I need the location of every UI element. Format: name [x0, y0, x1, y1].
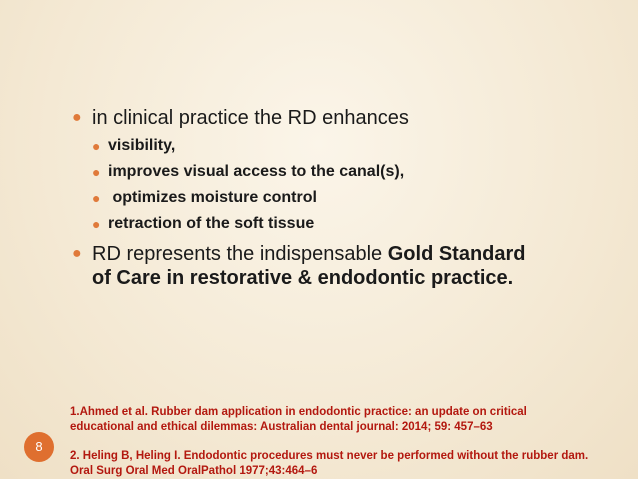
sub-bullet-soft-tissue [70, 214, 610, 234]
sub-bullet-text: improves visual access to the canal(s), [108, 163, 405, 180]
sub-bullet-visibility [70, 136, 610, 156]
bullet-statement [70, 242, 610, 290]
bullet-dot-icon: ● [72, 109, 82, 126]
sub-bullet-text: visibility, [108, 137, 176, 154]
bullet-list [70, 106, 610, 290]
reference-2-line-2: Oral Surg Oral Med OralPathol 1977;43:464–6 [70, 465, 318, 477]
reference-2-line-1: 2. Heling B, Heling I. Endodontic procedures must never be performed without the rubber dam. [70, 450, 589, 462]
reference-1-line-1: 1.Ahmed et al. Rubber dam application in endodontic practice: an update on critical [70, 406, 527, 418]
bullet-dot-icon: ● [72, 245, 82, 262]
statement-line2: of Care in restorative & endodontic practice. [92, 267, 514, 289]
references [70, 405, 630, 479]
sub-bullet-text: optimizes moisture control [108, 189, 317, 206]
bullet-dot-icon: ● [92, 138, 101, 154]
reference-1-line-2: educational and ethical dilemmas: Australian dental journal: 2014; 59: 457–63 [70, 421, 493, 433]
sub-bullet-text: retraction of the soft tissue [108, 215, 315, 232]
statement-gold-standard: Gold Standard [387, 243, 526, 265]
bullet-dot-icon: ● [92, 164, 101, 180]
bullet-dot-icon: ● [92, 190, 101, 206]
bullet-intro [70, 106, 610, 130]
sub-bullet-moisture-control [70, 188, 610, 208]
statement-prefix: RD represents the indispensable [92, 243, 388, 265]
page-number-badge: 8 [24, 432, 54, 462]
bullet-intro-text: in clinical practice the RD enhances [92, 107, 409, 129]
sub-bullet-visual-access [70, 162, 610, 182]
bullet-dot-icon: ● [92, 216, 101, 232]
